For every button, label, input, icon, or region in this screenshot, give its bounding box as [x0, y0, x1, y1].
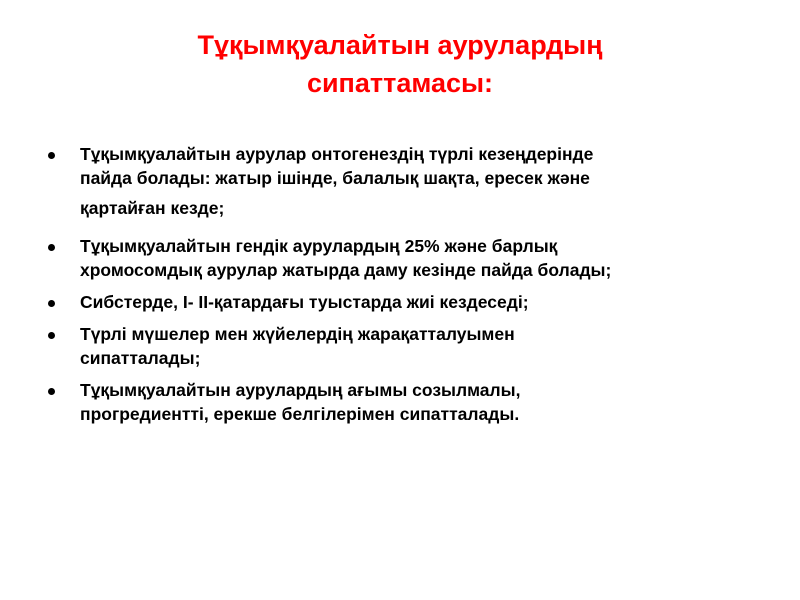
- bullet-dot-icon: [48, 244, 55, 251]
- bullet-dot-icon: [48, 152, 55, 159]
- bullet-list: [46, 142, 766, 434]
- bullet-text-line: Сибстерде, I- II-қатардағы туыстарда жиі кездеседі;: [80, 292, 529, 312]
- bullet-text-line: Тұқымқуалайтын аурулардың ағымы созылмалы,: [80, 380, 521, 400]
- slide-title-line-2: сипаттамасы:: [306, 68, 494, 98]
- bullet-text-line: сипатталады;: [80, 348, 201, 368]
- bullet-text-line: Түрлі мүшелер мен жүйелердің жарақатталуымен: [80, 324, 515, 344]
- bullet-item-3: [46, 290, 766, 314]
- bullet-text-line: хромосомдық аурулар жатырда даму кезінде пайда болады;: [80, 260, 612, 280]
- bullet-dot-icon: [48, 300, 55, 307]
- bullet-item-4: [46, 322, 766, 370]
- bullet-text-line: пайда болады: жатыр ішінде, балалық шақта, ересек және: [80, 168, 590, 188]
- bullet-text-line: Тұқымқуалайтын аурулар онтогенездің түрлі кезеңдерінде: [80, 144, 594, 164]
- slide-title: [0, 26, 800, 102]
- bullet-dot-icon: [48, 332, 55, 339]
- bullet-text-line: Тұқымқуалайтын гендік аурулардың 25% және барлық: [80, 236, 558, 256]
- bullet-item-2: [46, 234, 766, 282]
- bullet-text-line: қартайған кезде;: [80, 198, 225, 218]
- slide-title-line-1: Тұқымқуалайтын аурулардың: [197, 30, 603, 60]
- bullet-item-1: [46, 142, 766, 226]
- bullet-text-line: прогредиентті, ерекше белгілерімен сипатталады.: [80, 404, 520, 424]
- bullet-item-5: [46, 378, 766, 426]
- bullet-dot-icon: [48, 388, 55, 395]
